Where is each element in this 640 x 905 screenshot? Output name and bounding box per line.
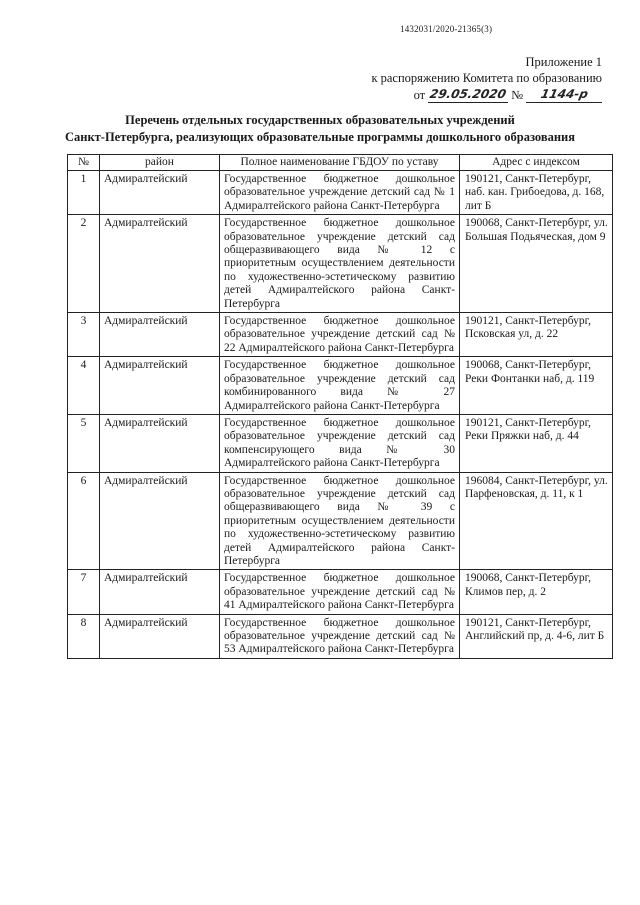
title-line-2: Санкт-Петербурга, реализующих образовательные программы дошкольного образования (64, 130, 576, 144)
row-address: 190068, Санкт-Петербург, Реки Фонтанки наб, д. 119 (460, 357, 613, 415)
row-name: Государственное бюджетное дошкольное образовательное учреждение детский сад № 1 Адмиралтейского района Санкт-Петербурга (220, 171, 460, 215)
header-address: Адрес с индексом (460, 155, 613, 171)
row-name: Государственное бюджетное дошкольное образовательное учреждение детский сад комбинированного вида № 27 Адмиралтейского района Санкт-Петербурга (220, 357, 460, 415)
row-name: Государственное бюджетное дошкольное образовательное учреждение детский сад № 53 Адмиралтейского района Санкт-Петербурга (220, 614, 460, 658)
row-name: Государственное бюджетное дошкольное образовательное учреждение детский сад компенсирующего вида № 30 Адмиралтейского района Санкт-Петербурга (220, 414, 460, 472)
row-address: 190121, Санкт-Петербург, Псковская ул, д. 22 (460, 313, 613, 357)
order-text: к распоряжению Комитета по образованию (371, 71, 602, 85)
row-address: 190121, Санкт-Петербург, Английский пр, д. 4-6, лит Б (460, 614, 613, 658)
row-name: Государственное бюджетное дошкольное образовательное учреждение детский сад общеразвивающего вида № 12 с приоритетным осуществлением деятельности по художественно-эстетическому развитию детей Адмиралтейского района Санкт-Петербурга (220, 215, 460, 313)
row-address: 190121, Санкт-Петербург, Реки Пряжки наб, д. 44 (460, 414, 613, 472)
row-address: 190068, Санкт-Петербург, ул. Большая Подьяческая, дом 9 (460, 215, 613, 313)
table-row (68, 414, 613, 472)
table-row (68, 614, 613, 658)
row-name: Государственное бюджетное дошкольное образовательное учреждение детский сад № 41 Адмиралтейского района Санкт-Петербурга (220, 570, 460, 614)
row-district: Адмиралтейский (100, 357, 220, 415)
row-address: 196084, Санкт-Петербург, ул. Парфеновская, д. 11, к 1 (460, 472, 613, 570)
row-district: Адмиралтейский (100, 414, 220, 472)
institutions-table (67, 154, 613, 659)
table-row (68, 357, 613, 415)
order-number-handwritten: 1144-р (539, 87, 589, 101)
row-number: 6 (68, 472, 100, 570)
row-district: Адмиралтейский (100, 472, 220, 570)
row-number: 1 (68, 171, 100, 215)
row-number: 5 (68, 414, 100, 472)
order-number-sign: № (511, 88, 523, 102)
row-district: Адмиралтейский (100, 215, 220, 313)
order-line (414, 86, 602, 103)
table-row (68, 570, 613, 614)
annex-header (371, 54, 602, 103)
row-address: 190121, Санкт-Петербург, наб. кан. Грибоедова, д. 168, лит Б (460, 171, 613, 215)
order-date-handwritten: 29.05.2020 (428, 87, 508, 101)
row-number: 8 (68, 614, 100, 658)
row-district: Адмиралтейский (100, 614, 220, 658)
order-from: от (413, 88, 426, 102)
order-date-field (428, 86, 508, 103)
table-row (68, 171, 613, 215)
header-number: № (68, 155, 100, 171)
table-row (68, 313, 613, 357)
row-district: Адмиралтейский (100, 171, 220, 215)
document-title (0, 112, 640, 146)
row-name: Государственное бюджетное дошкольное образовательное учреждение детский сад общеразвивающего вида № 39 с приоритетным осуществлением деятельности по художественно-эстетическому развитию детей Адмиралтейского района Санкт-Петербурга (220, 472, 460, 570)
row-number: 4 (68, 357, 100, 415)
document-number: 1432031/2020-21365(3) (400, 24, 493, 34)
annex-label: Приложение 1 (525, 55, 602, 69)
row-address: 190068, Санкт-Петербург, Климов пер, д. 2 (460, 570, 613, 614)
row-number: 2 (68, 215, 100, 313)
row-district: Адмиралтейский (100, 570, 220, 614)
header-name: Полное наименование ГБДОУ по уставу (220, 155, 460, 171)
row-name: Государственное бюджетное дошкольное образовательное учреждение детский сад № 22 Адмиралтейского района Санкт-Петербурга (220, 313, 460, 357)
row-number: 3 (68, 313, 100, 357)
title-line-1: Перечень отдельных государственных образовательных учреждений (125, 113, 515, 127)
header-district: район (100, 155, 220, 171)
table-row (68, 215, 613, 313)
row-number: 7 (68, 570, 100, 614)
order-number-field (526, 86, 602, 103)
table-header-row (68, 155, 613, 171)
table-row (68, 472, 613, 570)
row-district: Адмиралтейский (100, 313, 220, 357)
